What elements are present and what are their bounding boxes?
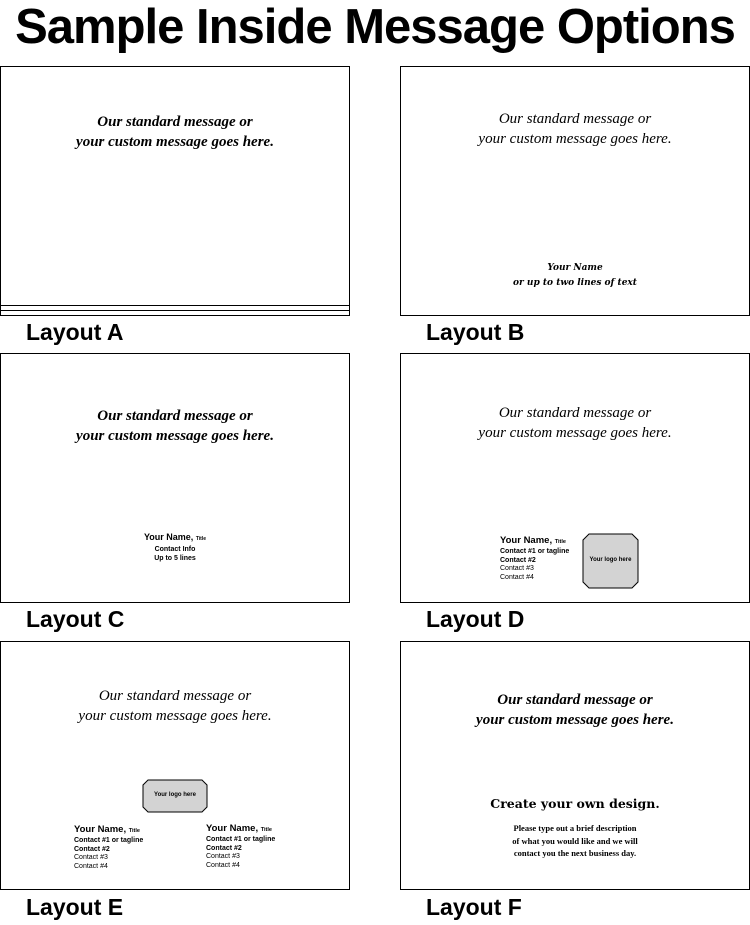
- card-layout-b[interactable]: [400, 66, 750, 316]
- contact-1: Contact #1 or tagline: [74, 837, 144, 844]
- name-title: Title: [554, 539, 566, 545]
- message-line-2: your custom message goes here.: [76, 428, 274, 444]
- name-line: [500, 535, 569, 548]
- signature-line-1: Your Name: [547, 263, 603, 273]
- logo-text: Your logo here: [154, 792, 196, 798]
- name-title: Title: [195, 536, 207, 542]
- contact-3: Contact #3: [500, 565, 534, 573]
- name-text: Your Name,: [500, 535, 553, 546]
- name-text: Your Name,: [143, 532, 194, 542]
- description-line-3: contact you the next business day.: [513, 848, 637, 858]
- message-line-2: your custom message goes here.: [76, 134, 274, 150]
- page-title: Sample Inside Message Options: [15, 0, 735, 54]
- message-line-2: your custom message goes here.: [78, 708, 272, 724]
- contact-lines-note: Up to 5 lines: [154, 555, 196, 562]
- divider-line: [1, 310, 349, 311]
- card-layout-a[interactable]: [0, 66, 350, 316]
- logo-text: Your logo here: [589, 557, 632, 563]
- contact-info-line: Contact Info: [154, 546, 196, 553]
- contact-block-right: [206, 823, 275, 871]
- contact-block-left: [74, 824, 143, 872]
- message-text: [401, 690, 749, 730]
- message-text: [1, 686, 349, 726]
- label-layout-c: Layout C: [26, 606, 125, 632]
- message-line-2: your custom message goes here.: [478, 131, 672, 147]
- message-line-1: Our standard message or: [498, 405, 652, 421]
- create-heading: Create your own design.: [490, 796, 660, 811]
- message-line-1: Our standard message or: [97, 114, 253, 130]
- message-line-1: Our standard message or: [498, 111, 652, 127]
- contact-block: [1, 532, 349, 563]
- description-line-2: of what you would like and we will: [512, 835, 638, 846]
- contact-3: Contact #3: [206, 853, 240, 861]
- contact-4: Contact #4: [74, 863, 108, 871]
- name-title: Title: [128, 828, 140, 834]
- contact-block: [500, 535, 569, 583]
- card-layout-c[interactable]: [0, 353, 350, 603]
- contact-4: Contact #4: [500, 574, 534, 582]
- contact-4: Contact #4: [206, 862, 240, 870]
- message-line-1: Our standard message or: [497, 692, 653, 708]
- message-text: [401, 109, 749, 149]
- name-text: Your Name,: [74, 824, 127, 835]
- label-layout-d: Layout D: [426, 606, 525, 632]
- message-line-2: your custom message goes here.: [478, 425, 672, 441]
- contact-2: Contact #2: [206, 844, 242, 852]
- create-description: [401, 822, 749, 860]
- name-text: Your Name,: [206, 823, 259, 834]
- contact-1: Contact #1 or tagline: [206, 836, 276, 843]
- description-line-1: Please type out a brief description: [513, 823, 637, 833]
- signature-block: [401, 261, 749, 291]
- message-line-1: Our standard message or: [98, 688, 252, 704]
- signature-line-2: or up to two lines of text: [513, 278, 637, 288]
- logo-placeholder[interactable]: [582, 533, 639, 589]
- message-text: [401, 403, 749, 443]
- card-layout-e[interactable]: [0, 641, 350, 890]
- label-layout-a: Layout A: [26, 319, 124, 345]
- name-line: [1, 532, 349, 545]
- label-layout-e: Layout E: [26, 894, 124, 920]
- contact-2: Contact #2: [500, 556, 536, 564]
- message-text: [1, 406, 349, 446]
- divider-line: [1, 305, 349, 306]
- label-layout-f: Layout F: [426, 894, 522, 920]
- name-line: [74, 824, 143, 837]
- message-line-1: Our standard message or: [97, 408, 253, 424]
- logo-placeholder[interactable]: [142, 779, 208, 813]
- message-text: [1, 112, 349, 152]
- contact-3: Contact #3: [74, 854, 108, 862]
- message-line-2: your custom message goes here.: [476, 712, 674, 728]
- contact-2: Contact #2: [74, 845, 110, 853]
- name-line: [206, 823, 275, 836]
- name-title: Title: [260, 827, 272, 833]
- card-layout-d[interactable]: [400, 353, 750, 603]
- card-layout-f[interactable]: [400, 641, 750, 890]
- contact-1: Contact #1 or tagline: [500, 548, 570, 555]
- label-layout-b: Layout B: [426, 319, 525, 345]
